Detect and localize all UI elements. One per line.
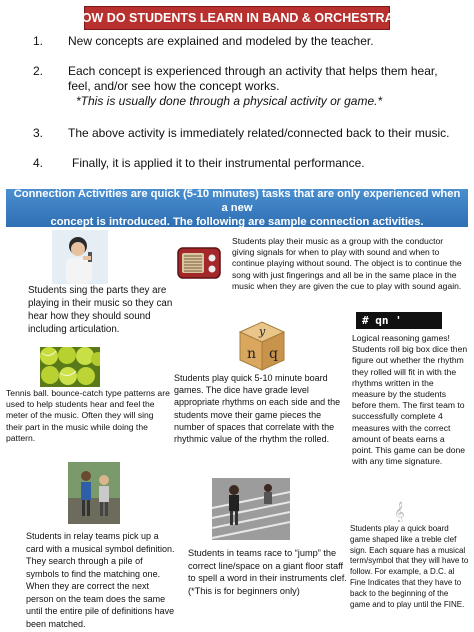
step-text	[68, 64, 463, 109]
banner-line-2: concept is introduced. The following are sample connection activities.	[50, 216, 424, 228]
step-note: *This is usually done through a physical activity or game.*	[76, 94, 383, 108]
reasoning-game-label: # qn '	[356, 312, 442, 329]
step-text: The above activity is immediately related/connected back to their music.	[68, 126, 450, 140]
step-2	[0, 64, 474, 112]
treble-clef-board-icon	[392, 500, 408, 522]
singing-student-photo	[52, 230, 108, 284]
dice-face-left: n	[247, 346, 257, 362]
floor-staff-photo	[212, 478, 290, 540]
step-text-main: Each concept is experienced through an activity that helps them hear, feel, and/or see how the concept works.	[68, 64, 438, 93]
step-number: 3.	[33, 126, 44, 140]
reasoning-activity-text: Logical reasoning games! Students roll big box dice then figure out whether the rhythm they rolled will fit in with the rhythms written in the measure by the students before them. The first team to successfully complete 4 measures with the correct amount of beats earns a point. This game can be done with any time signature.	[352, 333, 468, 467]
step-number: 1.	[33, 34, 44, 48]
step-number: 2.	[33, 64, 44, 78]
connection-activities-banner	[6, 189, 468, 227]
step-3	[0, 126, 474, 142]
tennis-balls-photo	[40, 347, 100, 387]
relay-activity-text: Students in relay teams pick up a card with a musical symbol definition. They search through a pile of symbols to find the matching one. When they are correct the next person on the team does the same until the entire pile of definitions have been matched.	[26, 531, 175, 629]
dice-face-right: q	[269, 346, 278, 362]
tennis-activity-text: Tennis ball. bounce-catch type patterns are used to help students hear and feel the meter of the music. Often they will sing their part in the music while doing the pattern.	[6, 388, 170, 443]
dice-activity-text: Students play quick 5-10 minute board games. The dice have grade level appropriate rhythms on each side and the students move their game pieces the number of spaces that correlate with the rhythmic value of the rhythm the rolled.	[174, 373, 341, 445]
svg-text:𝄞: 𝄞	[394, 502, 405, 522]
relay-students-photo	[68, 462, 120, 524]
dice-icon	[234, 318, 290, 374]
step-1	[0, 34, 474, 50]
radio-icon	[176, 244, 222, 282]
sing-activity-text: Students sing the parts they are playing in their music so they can hear how they should sound including articulation.	[28, 285, 173, 335]
page-title: HOW DO STUDENTS LEARN IN BAND & ORCHESTRA?	[84, 6, 390, 30]
step-4	[0, 156, 474, 172]
step-text: Finally, it is applied it to their instrumental performance.	[72, 156, 365, 170]
banner-line-1: Connection Activities are quick (5-10 minutes) tasks that are only experienced when a new	[13, 188, 461, 214]
step-text: New concepts are explained and modeled by the teacher.	[68, 34, 374, 48]
dice-face-top: y	[259, 325, 266, 338]
board-game-activity-text: Students play a quick board game shaped like a treble clef sign. Each square has a musical term/symbol that they will have to follow. For example, a D.C. al Fine Indicates that they have to back to the beginning of the game and to play until the FINE.	[350, 524, 469, 609]
radio-activity-text: Students play their music as a group with the conductor giving signals for when to play with sound and when to continue playing without sound. The object is to continue the song with just fingerings and all be in the same place in the music when they are given the cue to play with sound again.	[232, 236, 462, 291]
step-number: 4.	[33, 156, 44, 170]
jump-activity-text: Students in teams race to “jump” the correct line/space on a giant floor staff to spell a word in their instruments clef. (*This is for beginners only)	[188, 548, 347, 596]
